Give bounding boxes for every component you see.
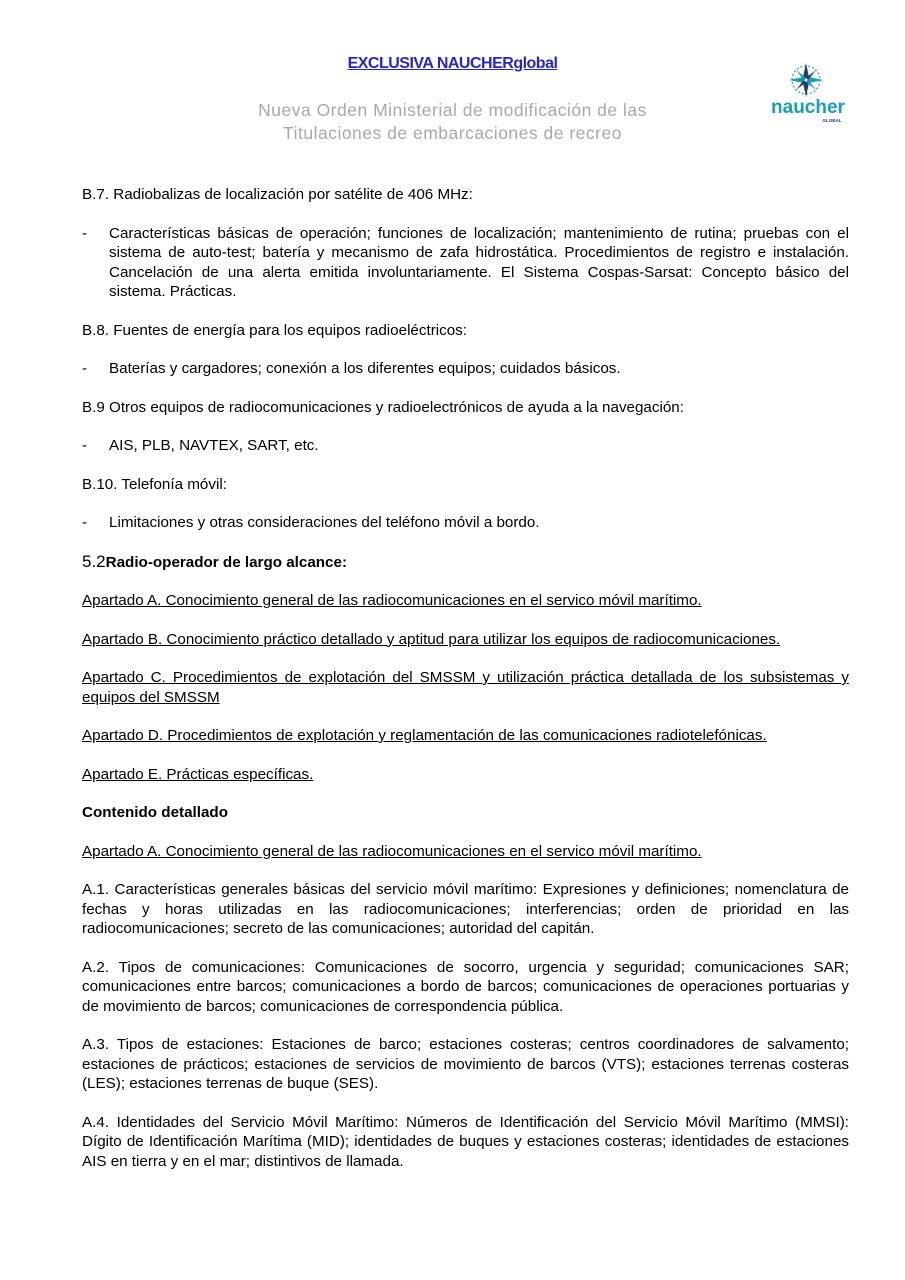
paragraph-a1: A.1. Características generales básicas del servicio móvil marítimo: Expresiones y definiciones; nomenclatura de fechas y horas utilizadas en las radiocomunicaciones; interferencias; orden de prioridad en las radiocomunicaciones; secreto de las comunicaciones; autoridad del capitán. (82, 881, 849, 937)
b8-item: Baterías y cargadores; conexión a los diferentes equipos; cuidados básicos. (109, 360, 621, 377)
compass-rose-icon (766, 60, 850, 124)
bullet-dash: - (82, 360, 88, 377)
apartado-c: Apartado C. Procedimientos de explotación del SMSSM y utilización práctica detallada de los subsistemas y equipos del SMSSM (82, 669, 849, 706)
header-subtitle-line2: Titulaciones de embarcaciones de recreo (283, 123, 622, 143)
b10-heading: B.10. Telefonía móvil: (82, 475, 227, 493)
b7-heading: B.7. Radiobalizas de localización por satélite de 406 MHz: (82, 186, 473, 203)
paragraph-a2: A.2. Tipos de comunicaciones: Comunicaciones de socorro, urgencia y seguridad; comunicaciones SAR; comunicaciones entre barcos; comunicaciones a bordo de barcos; comunicaciones de operaciones portuarias y de movimiento de barcos; comunicaciones de correspondencia pública. (82, 958, 849, 1015)
apartado-e: Apartado E. Prácticas específicas. (82, 765, 314, 783)
b9-heading: B.9 Otros equipos de radiocomunicaciones y radioelectrónicos de ayuda a la navegación: (82, 398, 684, 416)
bullet-dash: - (82, 437, 88, 454)
header-subtitle-line1: Nueva Orden Ministerial de modificación de las (258, 100, 647, 120)
logo-subtext: GLOBAL (822, 118, 842, 123)
list-item (82, 359, 849, 379)
contenido-heading: Contenido detallado (82, 804, 228, 821)
header-title[interactable]: EXCLUSIVA NAUCHERglobal (347, 55, 558, 72)
section-heading-5-2 (82, 552, 849, 573)
section-number: 5.2 (82, 551, 106, 571)
list-item (82, 436, 849, 456)
b7-item: Características básicas de operación; funciones de localización; mantenimiento de rutina; pruebas con el sistema de auto-test; batería y mecanismo de zafa hidrostática. Procedimientos de registro e instalación. Cancelación de una alerta emitida involuntariamente. El Sistema Cospas-Sarsat: Concepto básico del sistema. Prácticas. (109, 224, 849, 300)
b10-item: Limitaciones y otras consideraciones del teléfono móvil a bordo. (109, 514, 540, 531)
paragraph-a3: A.3. Tipos de estaciones: Estaciones de barco; estaciones costeras; centros coordinadores de salvamento; estaciones de prácticos; estaciones de servicios de movimiento de barcos (VTS); estaciones terrenas costeras (LES); estaciones terrenas de buque (SES). (82, 1036, 849, 1092)
logo-wordmark: naucher (771, 97, 845, 118)
bullet-dash: - (82, 224, 88, 242)
naucher-logo (766, 60, 850, 124)
apartado-d: Apartado D. Procedimientos de explotación y reglamentación de las comunicaciones radiotelefónicas. (82, 727, 767, 744)
b9-item: AIS, PLB, NAVTEX, SART, etc. (109, 437, 319, 454)
b8-heading: B.8. Fuentes de energía para los equipos radioeléctricos: (82, 321, 467, 339)
list-item (82, 513, 849, 533)
apartado-b: Apartado B. Conocimiento práctico detallado y aptitud para utilizar los equipos de radiocomunicaciones. (82, 630, 781, 648)
document-body (82, 185, 849, 1171)
paragraph-a4: A.4. Identidades del Servicio Móvil Marítimo: Números de Identificación del Servicio Móvil Marítimo (MMSI): Dígito de Identificación Marítima (MID); identidades de buques y estaciones costeras; identidades de estaciones AIS en tierra y en el mar; distintivos de llamada. (82, 1113, 849, 1170)
list-item (82, 224, 849, 302)
apartado-a: Apartado A. Conocimiento general de las radiocomunicaciones en el servico móvil marítimo. (82, 592, 702, 609)
apartado-a-detail: Apartado A. Conocimiento general de las radiocomunicaciones en el servico móvil marítimo. (82, 842, 702, 860)
section-title: Radio-operador de largo alcance: (105, 553, 348, 571)
bullet-dash: - (82, 514, 88, 531)
